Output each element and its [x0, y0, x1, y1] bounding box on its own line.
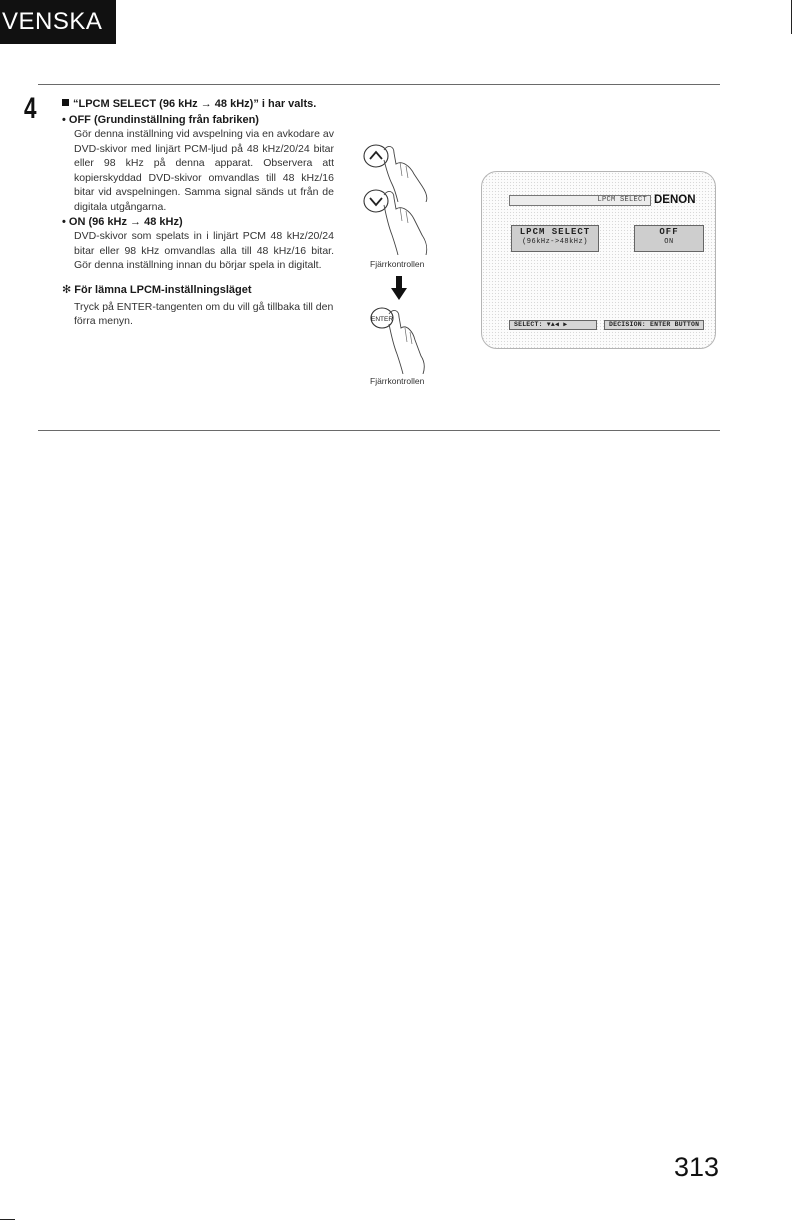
option-off-title: • OFF (Grundinställning från fabriken) [62, 114, 259, 126]
remote-caption-top: Fjärrkontrollen [370, 259, 425, 269]
hand-press-enter-icon [369, 304, 433, 374]
option-on-text: DVD-skivor som spelats in i linjärt PCM 48 kHz/20/24 bitar eller 98 kHz omvandlas alla till 48 kHz/16 bitar. Gör denna inställning innan du börjar spela in digitalt. [74, 230, 334, 271]
foot-mark [0, 1219, 15, 1220]
page-number: 313 [674, 1152, 720, 1182]
arrow-down-icon [391, 276, 407, 300]
language-tab: VENSKA [0, 0, 116, 44]
osd-screen [481, 171, 716, 349]
edge-mark [791, 0, 792, 34]
osd-lpcm-select-box: LPCM SELECT (96kHz->48kHz) [511, 225, 599, 252]
remote-caption-bottom: Fjärrkontrollen [370, 376, 425, 386]
exit-text: Tryck på ENTER-tangenten om du vill gå tillbaka till den förra menyn. [74, 300, 334, 327]
osd-footer-decision: DECISION: ENTER BUTTON [604, 320, 704, 330]
step-heading: “LPCM SELECT (96 kHz → 48 kHz)” i har valts. [62, 97, 334, 112]
osd-brand: DENON [654, 194, 696, 206]
option-off-text: Gör denna inställning vid avspelning via en avkodare av DVD-skivor med linjärt PCM-ljud på 48 kHz/20/24 bitar eller 98 kHz på denna apparat. Observera att kopierskyddad DVD-skivor omvandlas till 48 kHz/16 bitar vid avspelningen. Samma signal sänds ut från de digitala utgångarna. [74, 128, 334, 213]
osd-title-bar: LPCM SELECT [509, 195, 651, 206]
hand-press-down-icon [362, 185, 442, 255]
exit-heading: ✻ För lämna LPCM-inställningsläget [62, 283, 252, 296]
svg-text:ENTER: ENTER [370, 316, 394, 323]
osd-footer-select: SELECT: ▼▲◀ ▶ [509, 320, 597, 330]
step-text [62, 97, 334, 329]
option-on-title: • ON (96 kHz → 48 kHz) [62, 216, 183, 228]
osd-option-box: OFF ON [634, 225, 704, 252]
bottom-rule [38, 430, 720, 431]
square-bullet-icon [62, 99, 69, 106]
step-number: 4 [24, 92, 37, 125]
top-rule [38, 84, 720, 85]
